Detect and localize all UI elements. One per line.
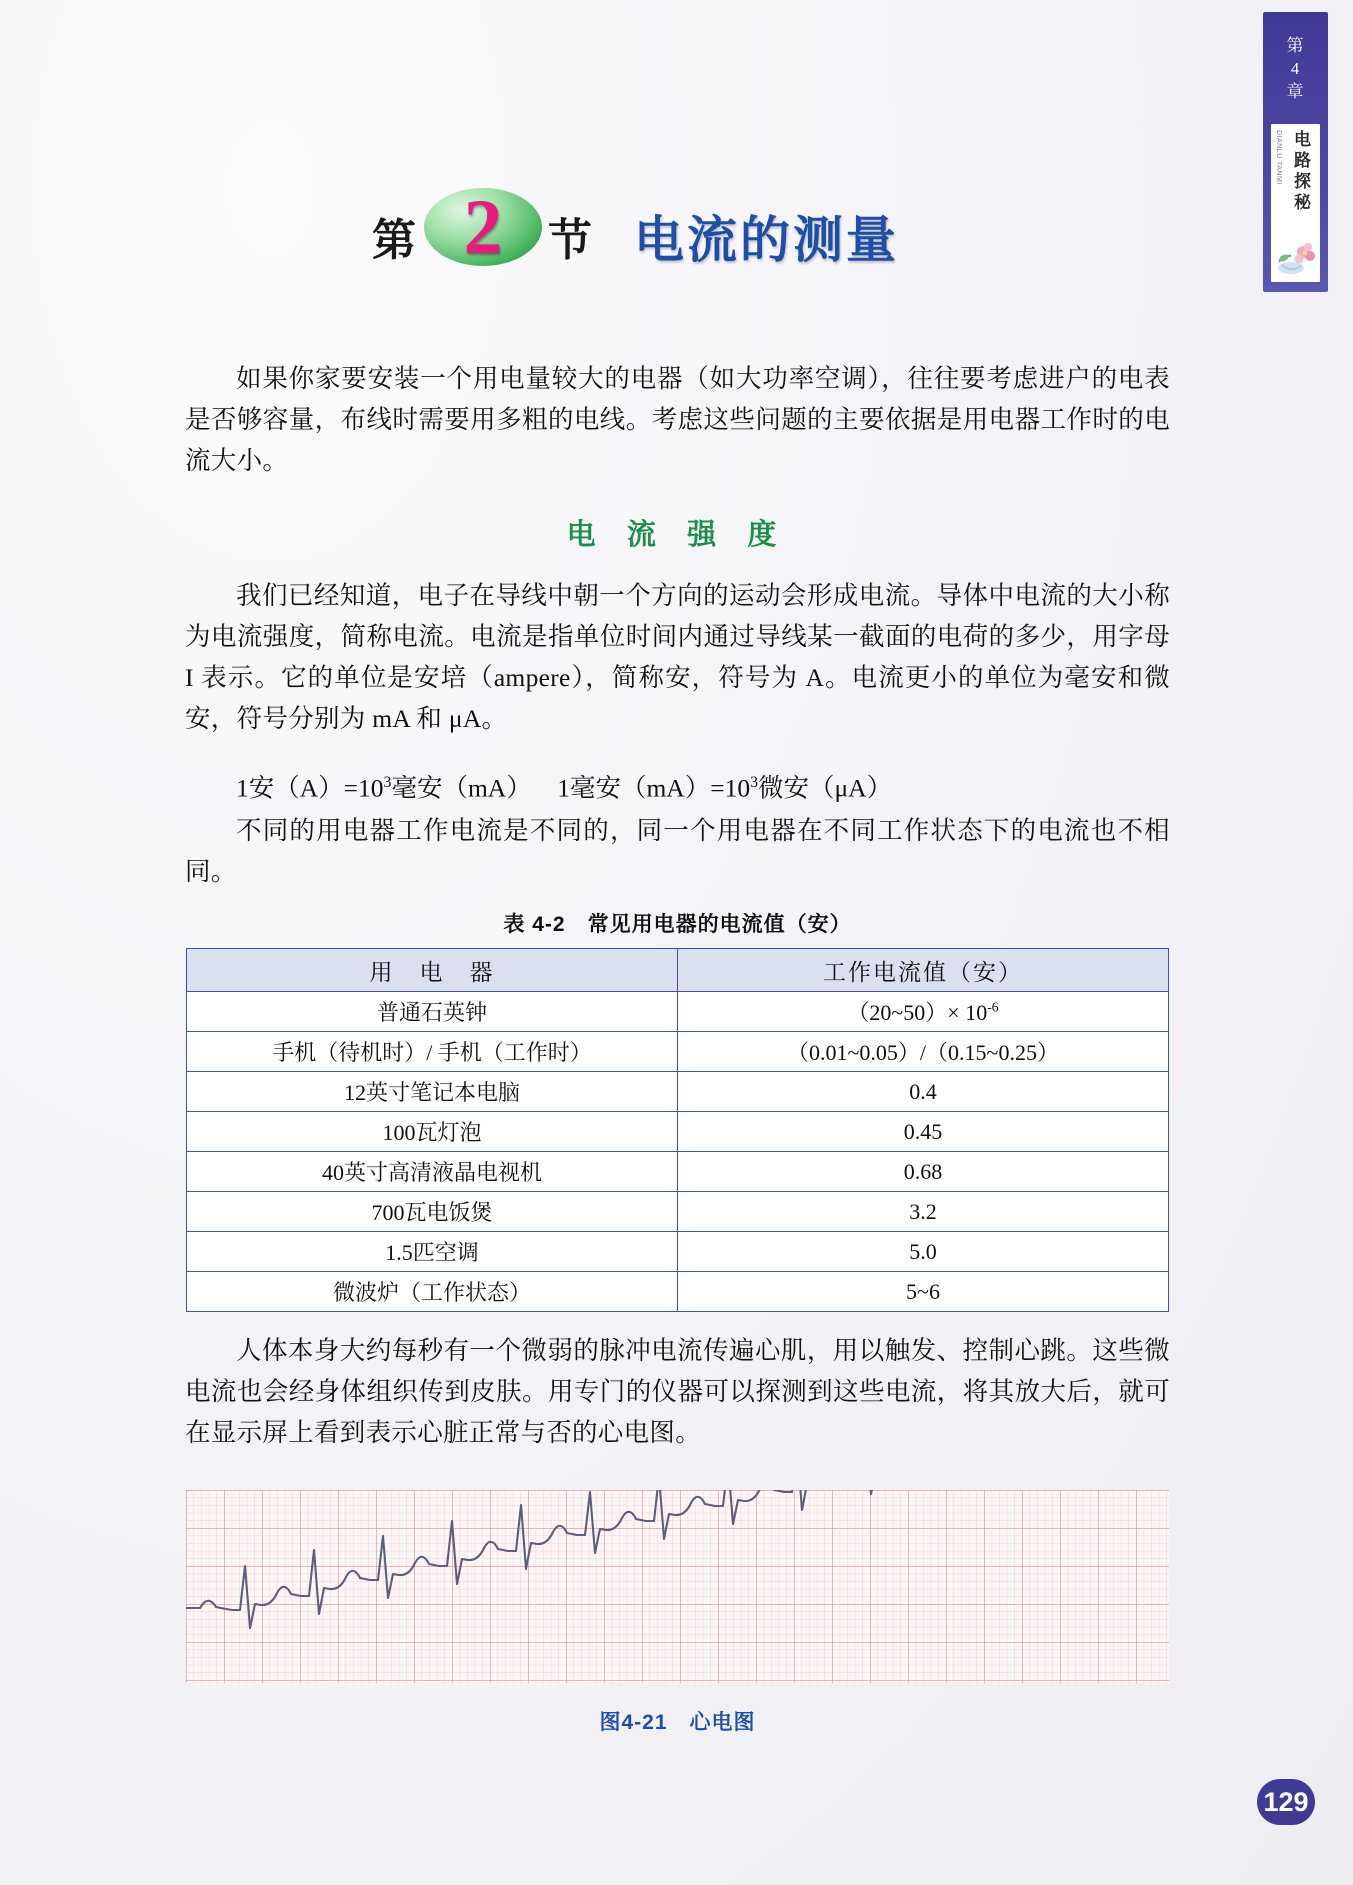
table-row bbox=[187, 1232, 1169, 1272]
paragraph-intro: 如果你家要安装一个用电量较大的电器（如大功率空调），往往要考虑进户的电表是否够容量，布线时需要用多粗的电线。考虑这些问题的主要依据是用电器工作时的电流大小。 bbox=[185, 364, 1170, 475]
table-row bbox=[187, 1272, 1169, 1312]
table-header-current: 工作电流值（安） bbox=[678, 949, 1169, 992]
cell-current: 5.0 bbox=[678, 1232, 1169, 1272]
section-number-badge bbox=[424, 182, 542, 270]
table-row bbox=[187, 1072, 1169, 1112]
cell-device: 1.5匹空调 bbox=[187, 1232, 678, 1272]
figure-caption: 图4-21 心电图 bbox=[599, 1711, 756, 1734]
cell-current: （20~50）× $10^{-6}$ bbox=[678, 992, 1169, 1032]
paragraph-ecg: 人体本身大约每秒有一个微弱的脉冲电流传遍心肌，用以触发、控制心跳。这些微电流也会经身体组织传到皮肤。用专门的仪器可以探测到这些电流，将其放大后，就可在显示屏上看到表示心脏正常与否的心电图。 bbox=[185, 1336, 1170, 1447]
cell-device: 40英寸高清液晶电视机 bbox=[187, 1152, 678, 1192]
table-row bbox=[187, 1112, 1169, 1152]
subsection-heading: 电 流 强 度 bbox=[566, 519, 789, 551]
section-number: 2 bbox=[463, 183, 503, 270]
appliance-current-table bbox=[186, 948, 1169, 1312]
table-row bbox=[187, 1032, 1169, 1072]
table-row bbox=[187, 992, 1169, 1032]
table-header-row bbox=[187, 949, 1169, 992]
chapter-title-cn: 电路探秘 bbox=[1291, 130, 1310, 214]
flower-icon bbox=[1277, 238, 1317, 276]
cell-device: 普通石英钟 bbox=[187, 992, 678, 1032]
cell-device: 微波炉（工作状态） bbox=[187, 1272, 678, 1312]
table-row bbox=[187, 1152, 1169, 1192]
chapter-title-plate bbox=[1271, 124, 1320, 282]
cell-device: 12英寸笔记本电脑 bbox=[187, 1072, 678, 1112]
chapter-char-zhang: 章 bbox=[1286, 82, 1305, 101]
table-header-device: 用 电 器 bbox=[187, 949, 678, 992]
chapter-label bbox=[1263, 34, 1328, 103]
section-title-row bbox=[372, 182, 992, 272]
unit-conversion-formula: 1安$(A)=10^3$毫安（mA） 1毫安$(mA)=10^3$微安（μA） bbox=[236, 773, 893, 803]
chapter-side-tab bbox=[1263, 12, 1328, 292]
cell-current: 0.68 bbox=[678, 1152, 1169, 1192]
ecg-figure bbox=[186, 1490, 1169, 1683]
ecg-waveform bbox=[186, 1490, 1169, 1683]
chapter-char-number: 4 bbox=[1290, 59, 1301, 78]
chapter-pinyin: DIANLU TANMI bbox=[1275, 130, 1282, 185]
page-title: 电流的测量 bbox=[634, 212, 899, 268]
section-suffix: 节 bbox=[548, 216, 594, 265]
cell-device: 100瓦灯泡 bbox=[187, 1112, 678, 1152]
cell-device: 手机（待机时）/ 手机（工作时） bbox=[187, 1032, 678, 1072]
cell-device: 700瓦电饭煲 bbox=[187, 1192, 678, 1232]
paragraph-varied-currents: 不同的用电器工作电流是不同的，同一个用电器在不同工作状态下的电流也不相同。 bbox=[185, 816, 1170, 886]
chapter-char-di: 第 bbox=[1286, 36, 1305, 55]
cell-current: 0.45 bbox=[678, 1112, 1169, 1152]
cell-current: （0.01~0.05）/（0.15~0.25） bbox=[678, 1032, 1169, 1072]
table-caption: 表 4-2 常见用电器的电流值（安） bbox=[503, 913, 852, 936]
cell-current: 0.4 bbox=[678, 1072, 1169, 1112]
page-number: 129 bbox=[1257, 1779, 1315, 1825]
cell-current: 3.2 bbox=[678, 1192, 1169, 1232]
section-prefix: 第 bbox=[372, 216, 418, 265]
table-row bbox=[187, 1192, 1169, 1232]
paragraph-definition: 我们已经知道，电子在导线中朝一个方向的运动会形成电流。导体中电流的大小称为电流强度，简称电流。电流是指单位时间内通过导线某一截面的电荷的多少，用字母 I 表示。它的单位是安培（ampere），简称安，符号为 A。电流更小的单位为毫安和微安，符号分别为 mA 和 μA。 bbox=[185, 581, 1170, 733]
cell-current: 5~6 bbox=[678, 1272, 1169, 1312]
